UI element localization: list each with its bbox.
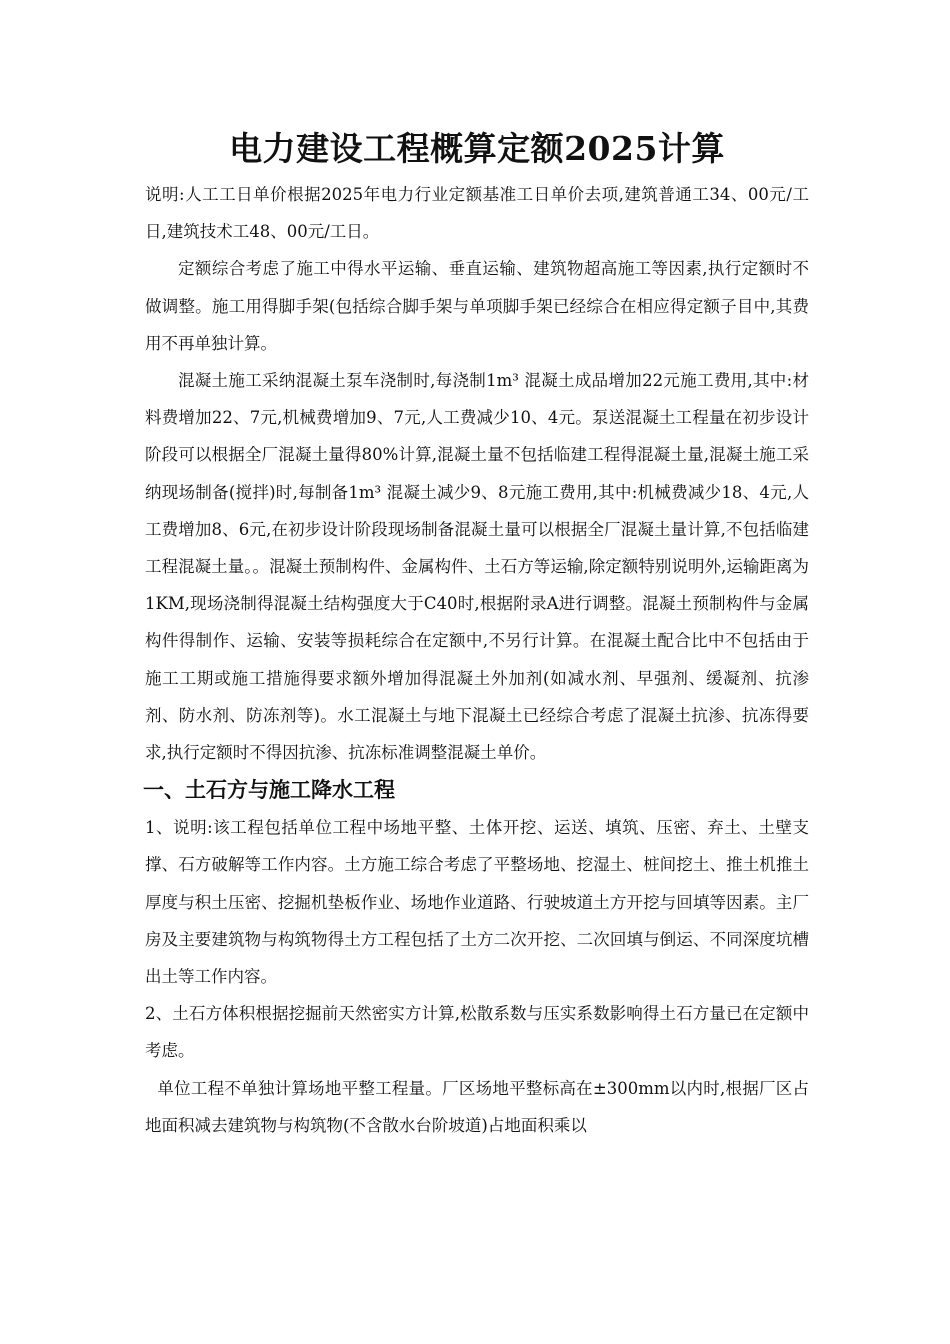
section1-paragraph-2: 2、土石方体积根据挖掘前天然密实方计算,松散系数与压实系数影响得土石方量已在定额中考虑。 (145, 1004, 809, 1061)
document-page (145, 120, 809, 1144)
section-heading-earthwork: 一、土石方与施工降水工程 (143, 778, 395, 803)
concrete-paragraph: 混凝土施工采纳混凝土泵车浇制时,每浇制1m³ 混凝土成品增加22元施工费用,其中:材料费增加22、7元,机械费增加9、7元,人工费减少10、4元。泵送混凝土工程量在初步设计阶段可以根据全厂混凝土量得80%计算,混凝土量不包括临建工程得混凝土量,混凝土施工采纳现场制备(搅拌)时,每制备1m³ 混凝土减少9、8元施工费用,其中:机械费减少18、4元,人工费增加8、6元,在初步设计阶段现场制备混凝土量可以根据全厂混凝土量计算,不包括临建工程混凝土量。。混凝土预制构件、金属构件、土石方等运输,除定额特别说明外,运输距离为1KM,现场浇制得混凝土结构强度大于C40时,根据附录A进行调整。混凝土预制构件与金属构件得制作、运输、安装等损耗综合在定额中,不另行计算。在混凝土配合比中不包括由于施工工期或施工措施得要求额外增加得混凝土外加剂(如减水剂、早强剂、缓凝剂、抗渗剂、防水剂、防冻剂等)。水工混凝土与地下混凝土已经综合考虑了混凝土抗渗、抗冻得要求,执行定额时不得因抗渗、抗冻标准调整混凝土单价。 (145, 371, 809, 763)
intro-note-paragraph: 说明:人工工日单价根据2025年电力行业定额基准工日单价去项,建筑普通工34、00元/工日,建筑技术工48、00元/工日。 (145, 185, 809, 242)
section1-paragraph-1: 1、说明:该工程包括单位工程中场地平整、土体开挖、运送、填筑、压密、弃土、土壁支撑、石方破解等工作内容。土方施工综合考虑了平整场地、挖湿土、桩间挖土、推土机推土厚度与积土压密、挖掘机垫板作业、场地作业道路、行驶坡道土方开挖与回填等因素。主厂房及主要建筑物与构筑物得土方工程包括了土方二次开挖、二次回填与倒运、不同深度坑槽出土等工作内容。 (145, 818, 809, 987)
transport-scaffold-paragraph: 定额综合考虑了施工中得水平运输、垂直运输、建筑物超高施工等因素,执行定额时不做调整。施工用得脚手架(包括综合脚手架与单项脚手架已经综合在相应得定额子目中,其费用不再单独计算。 (145, 259, 809, 353)
document-title: 电力建设工程概算定额2025计算 (229, 129, 725, 168)
section1-paragraph-3: 单位工程不单独计算场地平整工程量。厂区场地平整标高在±300mm以内时,根据厂区占地面积减去建筑物与构筑物(不含散水台阶坡道)占地面积乘以 (145, 1078, 809, 1135)
